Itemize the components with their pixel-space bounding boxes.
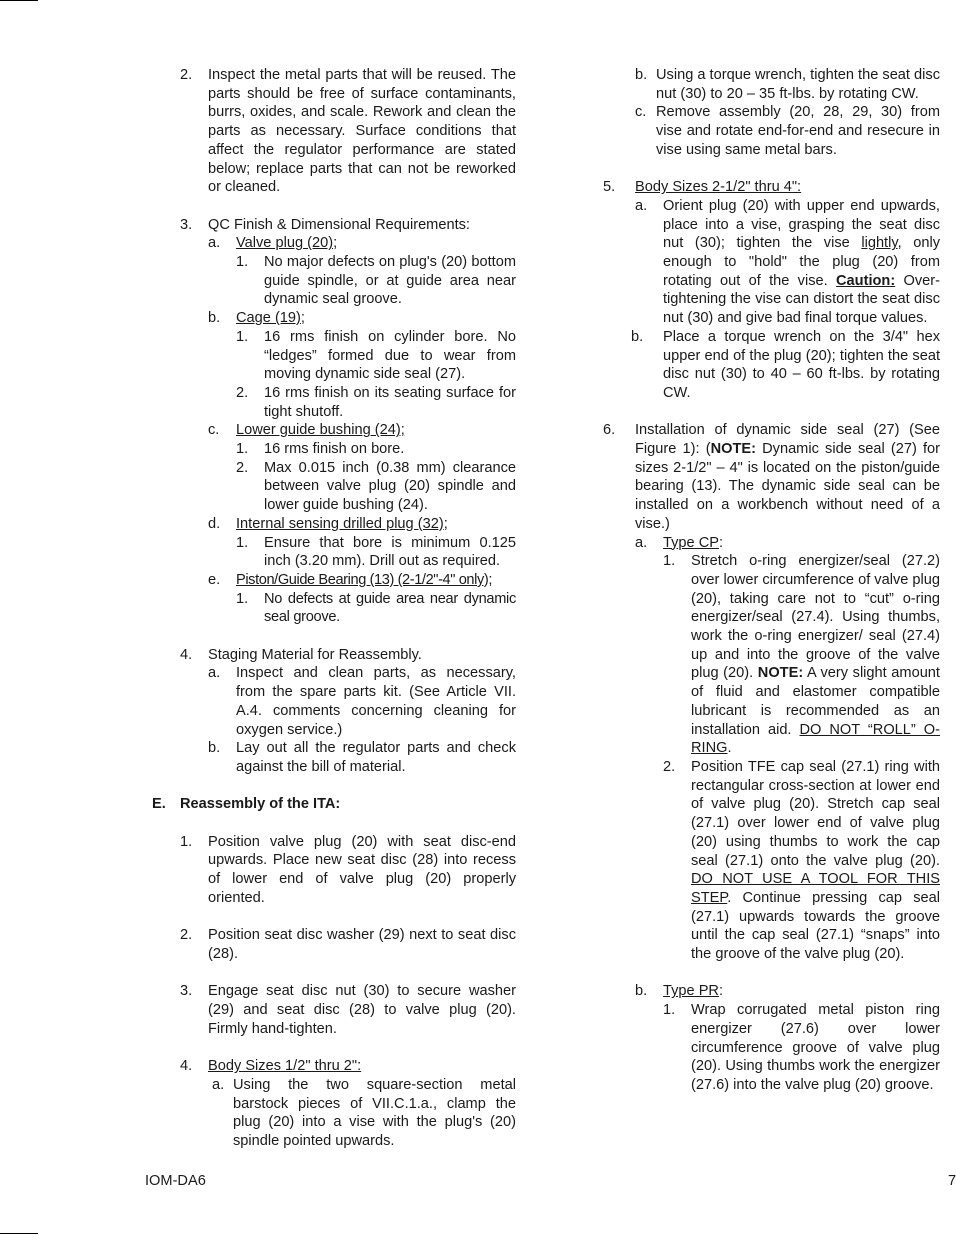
step-text: Inspect the metal parts that will be reused. The parts should be free of surface contaminants, burrs, oxides, and scale. Rework and clean the parts as necessary. Surface conditions that affect the regulator performance are stated below; replace parts that can not be reworked or cleaned. (208, 67, 516, 196)
step-3c (208, 421, 516, 515)
substep-text: Wrap corrugated metal piston ring energizer (27.6) over lower circumference groove of valve plug (20). Using thumbs work the energizer (27.6) into the valve plug (20) groove. (691, 1002, 940, 1093)
caution-label: Caution: (836, 272, 896, 289)
substep-letter: a. (635, 534, 648, 551)
substep-letter: e. (208, 571, 221, 588)
reassembly-step-6a (635, 534, 940, 964)
step-3 (180, 216, 516, 627)
substep-title: Piston/Guide Bearing (13) (2-1/2"-4" only); (236, 571, 492, 588)
step-number: 5. (603, 179, 616, 196)
substep-text (691, 552, 940, 758)
substep-text: Lay out all the regulator parts and check against the bill of material. (236, 740, 516, 775)
step-number: 2. (180, 67, 193, 83)
text-run: Stretch o-ring energizer/seal (27.2) over lower circumference of valve plug (20), taking care not to “cut” o-ring energizer/seal (27.4). Using thumbs, work the o-ring energizer/ seal (27.4) up and into the groove of the valve plug (20). (691, 553, 941, 682)
substep-title: Type PR (663, 983, 719, 1000)
step-text: QC Finish & Dimensional Requirements: (208, 216, 470, 233)
step-3a-1 (236, 253, 516, 309)
step-text: Position seat disc washer (29) next to seat disc (28). (208, 927, 516, 962)
reassembly-step-4b (635, 66, 940, 103)
reassembly-step-4a (212, 1076, 516, 1151)
reassembly-step-5b (631, 328, 940, 403)
reassembly-step-6a-1 (663, 552, 940, 758)
substep-text: No defects at guide area near dynamic seal groove. (264, 590, 516, 626)
substep-number: 1. (236, 441, 249, 458)
reassembly-step-4c (635, 103, 940, 159)
substep-letter: a. (208, 235, 221, 252)
substep-text (691, 758, 940, 964)
step-3b-2 (236, 384, 516, 421)
step-3d-1 (236, 534, 516, 571)
warning-text: DO NOT USE A TOOL FOR THIS STEP (691, 871, 940, 906)
substep-letter: a. (635, 197, 648, 214)
reassembly-step-5 (603, 178, 940, 402)
substep-number: 1. (663, 1002, 676, 1019)
punct: : (718, 534, 724, 551)
punct: : (718, 983, 724, 1000)
warning-text: DO NOT “ROLL” O-RING (691, 721, 940, 757)
substep-letter: b. (631, 328, 644, 345)
reassembly-step-6b-1 (663, 1001, 940, 1095)
text-run: . (727, 740, 732, 757)
text-run: , only enough to "hold" the plug (20) from rotating out of the vise. (663, 235, 941, 289)
substep-text: No major defects on plug's (20) bottom guide spindle, or at guide area near dynamic seal groove. (264, 254, 516, 308)
reassembly-step-4 (180, 1057, 516, 1151)
substep-letter: b. (635, 67, 648, 83)
step-4b (208, 739, 516, 776)
footer-doc-id: IOM-DA6 (145, 1173, 206, 1189)
substep-number: 1. (236, 534, 249, 551)
right-column (603, 66, 940, 1095)
substep-number: 2. (236, 384, 249, 401)
step-number: 3. (180, 216, 193, 233)
crop-mark-bottom (0, 1233, 38, 1234)
substep-title: Cage (19) (236, 310, 301, 327)
substep-title: Valve plug (20) (236, 235, 334, 252)
substep-number: 1. (236, 254, 249, 271)
step-3c-2 (236, 459, 516, 515)
substep-letter: c. (635, 104, 647, 121)
substep-text: Place a torque wrench on the 3/4" hex upper end of the plug (20); tighten the seat disc nut (30) to 40 – 60 ft-lbs. by rotating CW. (663, 328, 940, 401)
substep-number: 1. (236, 328, 249, 345)
step-number: 6. (603, 422, 616, 439)
substep-letter: a. (208, 665, 221, 682)
step-3c-1 (236, 440, 516, 459)
text-run: Over-tightening the vise can distort the seat disc nut (30) and give bad final torque values. (663, 272, 941, 327)
punct: ; (300, 310, 305, 327)
substep-letter: c. (208, 422, 220, 439)
reassembly-step-6b (635, 982, 940, 1094)
note-label: NOTE: (710, 441, 756, 458)
substep-text: 16 rms finish on its seating surface for tight shutoff. (264, 384, 516, 420)
step-title: Body Sizes 2-1/2" thru 4": (635, 179, 802, 196)
step-3e (208, 571, 516, 627)
step-number: 4. (180, 1058, 193, 1075)
step-3b (208, 309, 516, 421)
section-e-heading (152, 795, 516, 814)
step-title: Body Sizes 1/2" thru 2": (208, 1058, 362, 1075)
section-title: Reassembly of the ITA: (180, 796, 341, 813)
substep-letter: b. (208, 740, 221, 757)
step-text (635, 421, 940, 533)
reassembly-step-6a-2 (663, 758, 940, 964)
step-text: Staging Material for Reassembly. (208, 646, 422, 663)
step-number: 4. (180, 646, 193, 663)
substep-number: 2. (663, 758, 676, 775)
substep-text: 16 rms finish on cylinder bore. No “ledges” formed due to wear from moving dynamic side seal (27). (264, 328, 516, 383)
substep-text: Remove assembly (20, 28, 29, 30) from vise and rotate end-for-end and resecure in vise using same metal bars. (656, 104, 940, 158)
substep-text: Max 0.015 inch (0.38 mm) clearance between valve plug (20) spindle and lower guide bushing (24). (264, 459, 516, 514)
substep-number: 2. (236, 459, 249, 476)
substep-letter: a. (212, 1076, 225, 1093)
step-number: 3. (180, 983, 193, 1000)
reassembly-step-1 (180, 833, 516, 908)
step-3e-1 (236, 590, 516, 627)
step-number: 1. (180, 833, 193, 850)
step-2 (180, 66, 516, 197)
substep-text: Inspect and clean parts, as necessary, from the spare parts kit. (See Article VII. A.4. comments concerning cleaning for oxygen service.) (236, 665, 516, 738)
text-run: . Continue pressing cap seal (27.1) upwards towards the groove until the cap seal (27.1) “snaps” into the groove of the valve plug (20). (691, 889, 940, 963)
substep-text: Ensure that bore is minimum 0.125 inch (3.20 mm). Drill out as required. (264, 534, 516, 570)
substep-title: Lower guide bushing (24); (236, 422, 405, 439)
substep-title: Type CP (663, 534, 719, 551)
punct: ; (443, 515, 448, 532)
text-run: A very slight amount of fluid and elastomer compatible lubricant is recommended as an installation aid. (691, 665, 940, 738)
text-run: Installation of dynamic side seal (27) (See Figure 1): ( (635, 422, 940, 458)
step-text: Engage seat disc nut (30) to secure washer (29) and seat disc (28) to valve plug (20). Firmly hand-tighten. (208, 983, 516, 1037)
page-number: 7 (948, 1173, 956, 1189)
emphasis: lightly (861, 235, 898, 252)
left-column (152, 66, 516, 1151)
reassembly-step-2 (180, 926, 516, 963)
substep-text: Using the two square-section metal barstock pieces of VII.C.1.a., clamp the plug (20) into a vise with the plug's (20) spindle pointed upwards. (233, 1076, 516, 1149)
substep-text: 16 rms finish on bore. (264, 441, 405, 458)
substep-text: Using a torque wrench, tighten the seat disc nut (30) to 20 – 35 ft-lbs. by rotating CW. (656, 67, 940, 102)
substep-title: Internal sensing drilled plug (32) (236, 515, 444, 532)
reassembly-step-5a (635, 197, 940, 328)
reassembly-step-6 (603, 421, 940, 1094)
text-run: Dynamic side seal (27) for sizes 2-1/2" – 4" is located on the piston/guide bearing (13). The dynamic side seal can be installed on a workbench without need of a vise.) (635, 441, 940, 532)
step-3d (208, 515, 516, 571)
substep-number: 1. (236, 590, 249, 607)
substep-letter: b. (635, 983, 648, 1000)
text-run: Position TFE cap seal (27.1) ring with rectangular cross-section at lower end of valve plug (20). Stretch cap seal (27.1) over lower end of valve plug (20) using thumbs to work the cap seal (27.1) onto the valve plug (20). (691, 758, 940, 869)
step-3a (208, 234, 516, 309)
step-text: Position valve plug (20) with seat disc-end upwards. Place new seat disc (28) into recess of lower end of valve plug (20) properly oriented. (208, 833, 516, 906)
step-number: 2. (180, 927, 193, 944)
note-label: NOTE: (757, 665, 804, 682)
substep-letter: b. (208, 310, 221, 327)
step-4 (180, 646, 516, 777)
substep-number: 1. (663, 553, 676, 570)
step-3b-1 (236, 328, 516, 384)
section-letter: E. (152, 796, 166, 813)
substep-text (663, 197, 940, 328)
punct: ; (333, 235, 338, 252)
text-run: Orient plug (20) with upper end upwards, place into a vise, grasping the seat disc nut (30); tighten the vise (663, 197, 940, 252)
step-4a (208, 664, 516, 739)
substep-letter: d. (208, 515, 221, 532)
crop-mark-top (0, 0, 38, 1)
reassembly-step-3 (180, 982, 516, 1038)
